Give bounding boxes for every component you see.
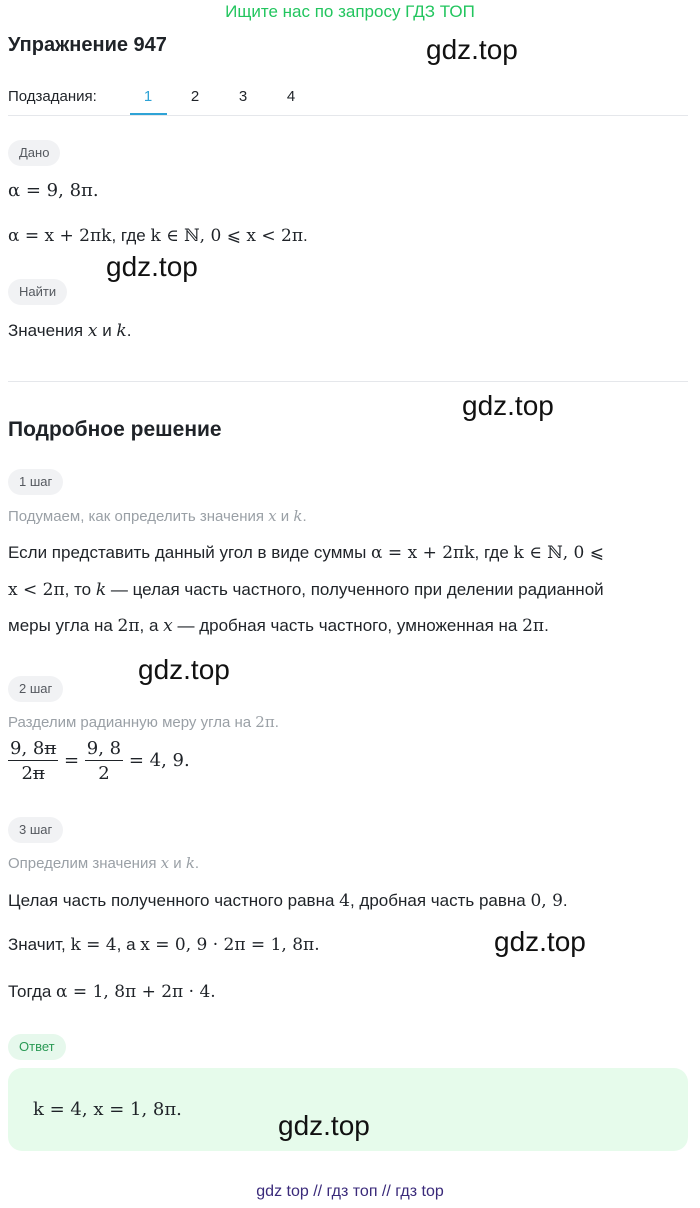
find-line: Значения x и k.: [8, 321, 132, 341]
watermark: gdz.top: [462, 390, 554, 421]
step-3-line-3: Тогда α = 1, 8π + 2π · 4.: [8, 982, 216, 1002]
step-2-pill: 2 шаг: [8, 676, 63, 702]
step-1-line-1: Если представить данный угол в виде суммы α = x + 2πk, где k ∈ ℕ, 0 ⩽: [8, 543, 605, 563]
tab-subtask-3[interactable]: 3: [238, 88, 248, 105]
find-pill: Найти: [8, 279, 67, 305]
step-3-line-1: Целая часть полученного частного равна 4, дробная часть равна 0, 9.: [8, 891, 568, 911]
subtasks-label: Подзадания:: [8, 88, 97, 105]
tab-subtask-4[interactable]: 4: [286, 88, 296, 105]
given-line-2: α = x + 2πk, где k ∈ ℕ, 0 ⩽ x < 2π.: [8, 226, 308, 246]
answer-pill: Ответ: [8, 1034, 66, 1060]
tab-subtask-2[interactable]: 2: [190, 88, 200, 105]
given-pill: Дано: [8, 140, 60, 166]
watermark: gdz.top: [494, 926, 586, 957]
step-3-pill: 3 шаг: [8, 817, 63, 843]
step-3-hint: Определим значения x и k.: [8, 854, 200, 872]
watermark: gdz.top: [426, 34, 518, 65]
watermark: gdz.top: [106, 251, 198, 282]
step-1-line-2: x < 2π, то k — целая часть частного, полученного при делении радианной: [8, 580, 604, 600]
divider: [8, 381, 688, 382]
step-1-hint: Подумаем, как определить значения x и k.: [8, 507, 307, 525]
divider: [8, 115, 688, 116]
page-title: Упражнение 947: [8, 34, 167, 56]
answer-text: k = 4, x = 1, 8π.: [33, 1099, 182, 1120]
watermark: gdz.top: [278, 1110, 370, 1141]
footer-links: gdz top // гдз топ // гдз top: [256, 1183, 444, 1200]
step-2-hint: Разделим радианную меру угла на 2π.: [8, 713, 279, 731]
step-1-line-3: меры угла на 2π, а x — дробная часть частного, умноженная на 2π.: [8, 616, 549, 636]
search-banner: Ищите нас по запросу ГДЗ ТОП: [225, 2, 475, 21]
solution-heading: Подробное решение: [8, 418, 222, 441]
step-2-fraction: $\frac{9, 8\pi}{2\pi}$ = $\frac{9, 8}{2}$ = 4, 9.: [10, 738, 190, 784]
given-line-1: α = 9, 8π.: [8, 180, 99, 201]
step-1-pill: 1 шаг: [8, 469, 63, 495]
watermark: gdz.top: [138, 654, 230, 685]
step-3-line-2: Значит, k = 4, а x = 0, 9 · 2π = 1, 8π.: [8, 935, 320, 955]
tab-subtask-1[interactable]: 1: [143, 88, 153, 105]
